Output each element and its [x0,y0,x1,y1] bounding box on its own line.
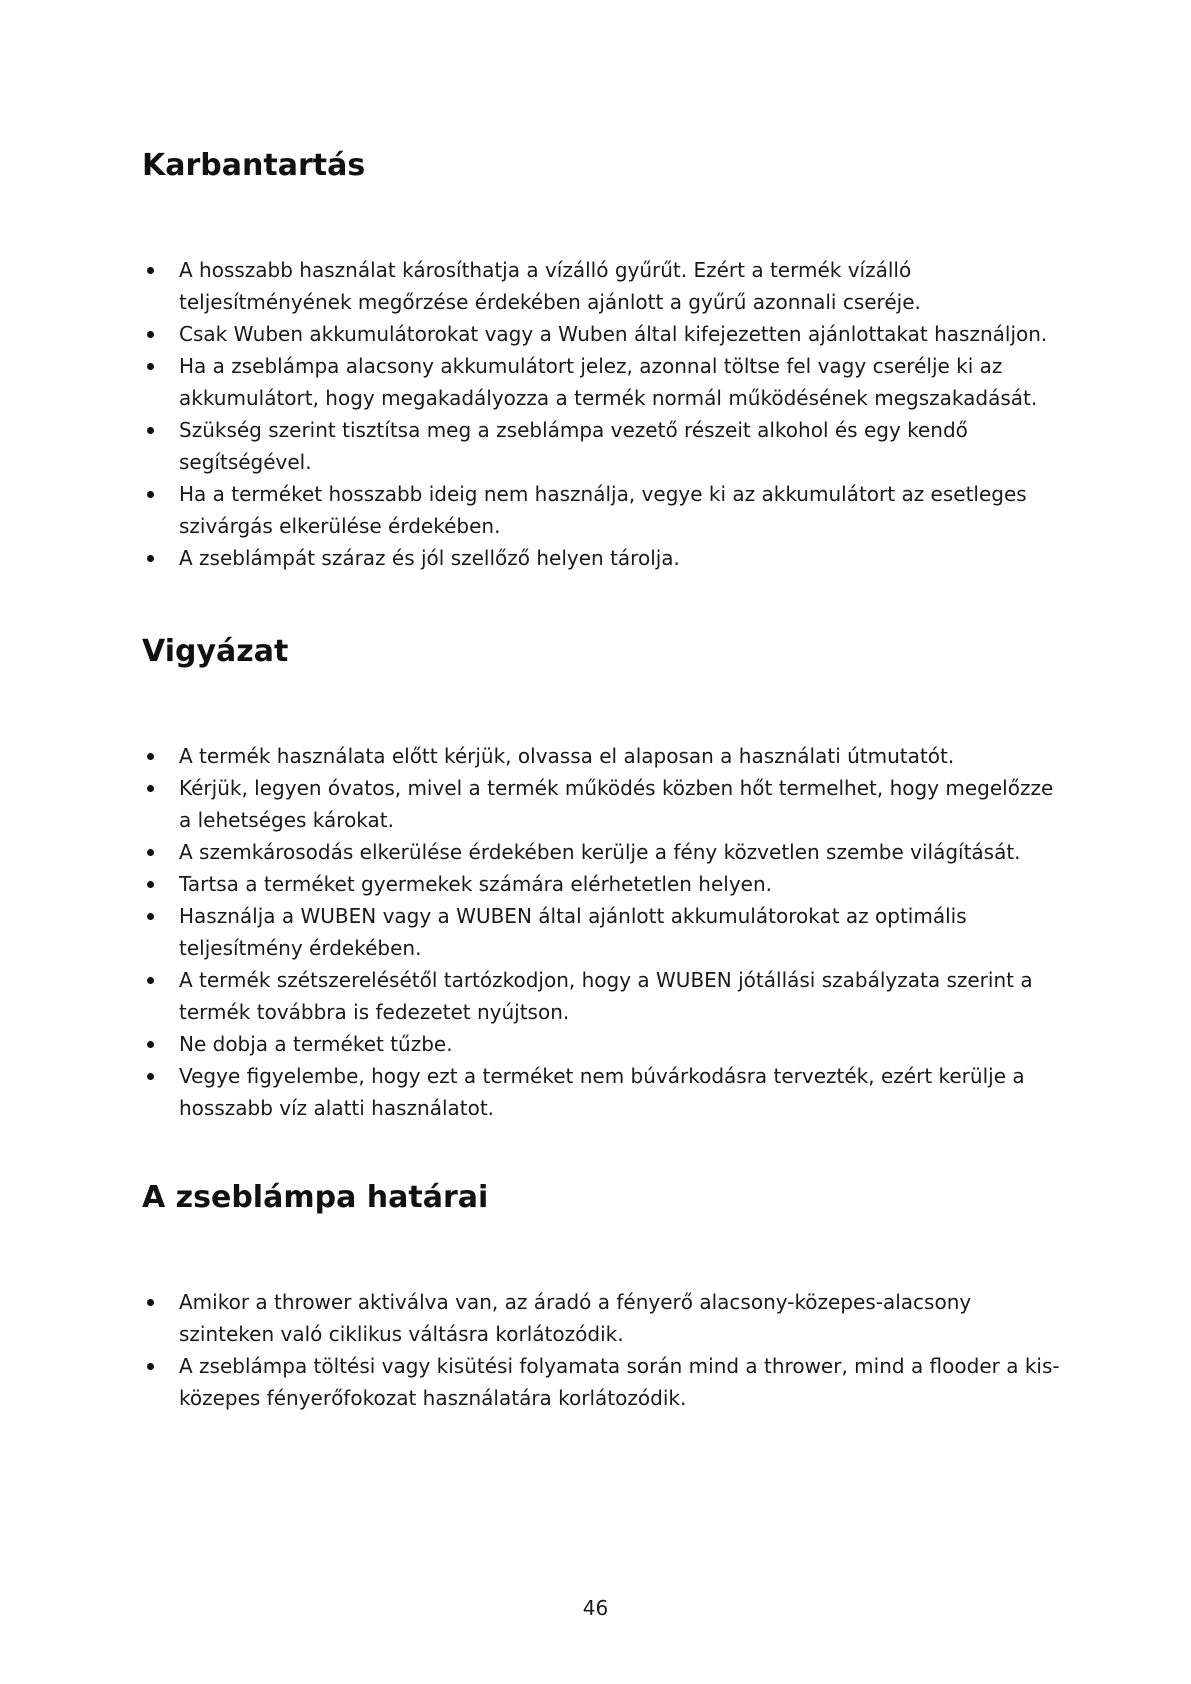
list-item: Használja a WUBEN vagy a WUBEN által ajánlott akkumulátorokat az optimális teljesítmény érdekében. [142,900,1062,964]
list-item: Ha a zseblámpa alacsony akkumulátort jelez, azonnal töltse fel vagy cserélje ki az akkumulátort, hogy megakadályozza a termék normál működésének megszakadását. [142,350,1062,414]
list-item: Szükség szerint tisztítsa meg a zseblámpa vezető részeit alkohol és egy kendő segítségével. [142,414,1062,478]
bullet-icon [147,1299,154,1306]
list-item: A zseblámpát száraz és jól szellőző helyen tárolja. [142,542,1062,574]
bullet-icon [147,881,154,888]
bullet-icon [147,849,154,856]
bullet-icon [147,785,154,792]
bullet-icon [147,331,154,338]
section-caution [142,632,1062,1124]
list-item: A termék használata előtt kérjük, olvassa el alaposan a használati útmutatót. [142,740,1062,772]
bullet-icon [147,1363,154,1370]
list-item: Ne dobja a terméket tűzbe. [142,1028,1062,1060]
section-heading: Karbantartás [142,148,366,183]
bullet-list [142,1286,1062,1414]
bullet-icon [147,753,154,760]
bullet-icon [147,427,154,434]
bullet-list [142,740,1062,1124]
list-item: Ha a terméket hosszabb ideig nem használja, vegye ki az akkumulátort az esetleges szivárgás elkerülése érdekében. [142,478,1062,542]
bullet-icon [147,1041,154,1048]
bullet-icon [147,555,154,562]
bullet-list [142,254,1062,574]
bullet-icon [147,267,154,274]
list-item: Kérjük, legyen óvatos, mivel a termék működés közben hőt termelhet, hogy megelőzze a lehetséges károkat. [142,772,1062,836]
bullet-icon [147,913,154,920]
list-item: Vegye figyelembe, hogy ezt a terméket nem búvárkodásra tervezték, ezért kerülje a hosszabb víz alatti használatot. [142,1060,1062,1124]
list-item: A zseblámpa töltési vagy kisütési folyamata során mind a thrower, mind a flooder a kis-közepes fényerőfokozat használatára korlátozódik. [142,1350,1062,1414]
bullet-icon [147,977,154,984]
section-maintenance [142,146,1062,574]
section-heading: Vigyázat [142,634,289,669]
bullet-icon [147,1073,154,1080]
section-flashlight-limits [142,1178,1062,1414]
list-item: A szemkárosodás elkerülése érdekében kerülje a fény közvetlen szembe világítását. [142,836,1062,868]
list-item: A termék szétszerelésétől tartózkodjon, hogy a WUBEN jótállási szabályzata szerint a termék továbbra is fedezetet nyújtson. [142,964,1062,1028]
list-item: Amikor a thrower aktiválva van, az áradó a fényerő alacsony-közepes-alacsony szinteken való ciklikus váltásra korlátozódik. [142,1286,1062,1350]
bullet-icon [147,491,154,498]
page-number: 46 [582,1596,609,1620]
list-item: Tartsa a terméket gyermekek számára elérhetetlen helyen. [142,868,1062,900]
list-item: Csak Wuben akkumulátorokat vagy a Wuben által kifejezetten ajánlottakat használjon. [142,318,1062,350]
section-heading: A zseblámpa határai [142,1180,489,1215]
bullet-icon [147,363,154,370]
list-item: A hosszabb használat károsíthatja a vízálló gyűrűt. Ezért a termék vízálló teljesítményének megőrzése érdekében ajánlott a gyűrű azonnali cseréje. [142,254,1062,318]
